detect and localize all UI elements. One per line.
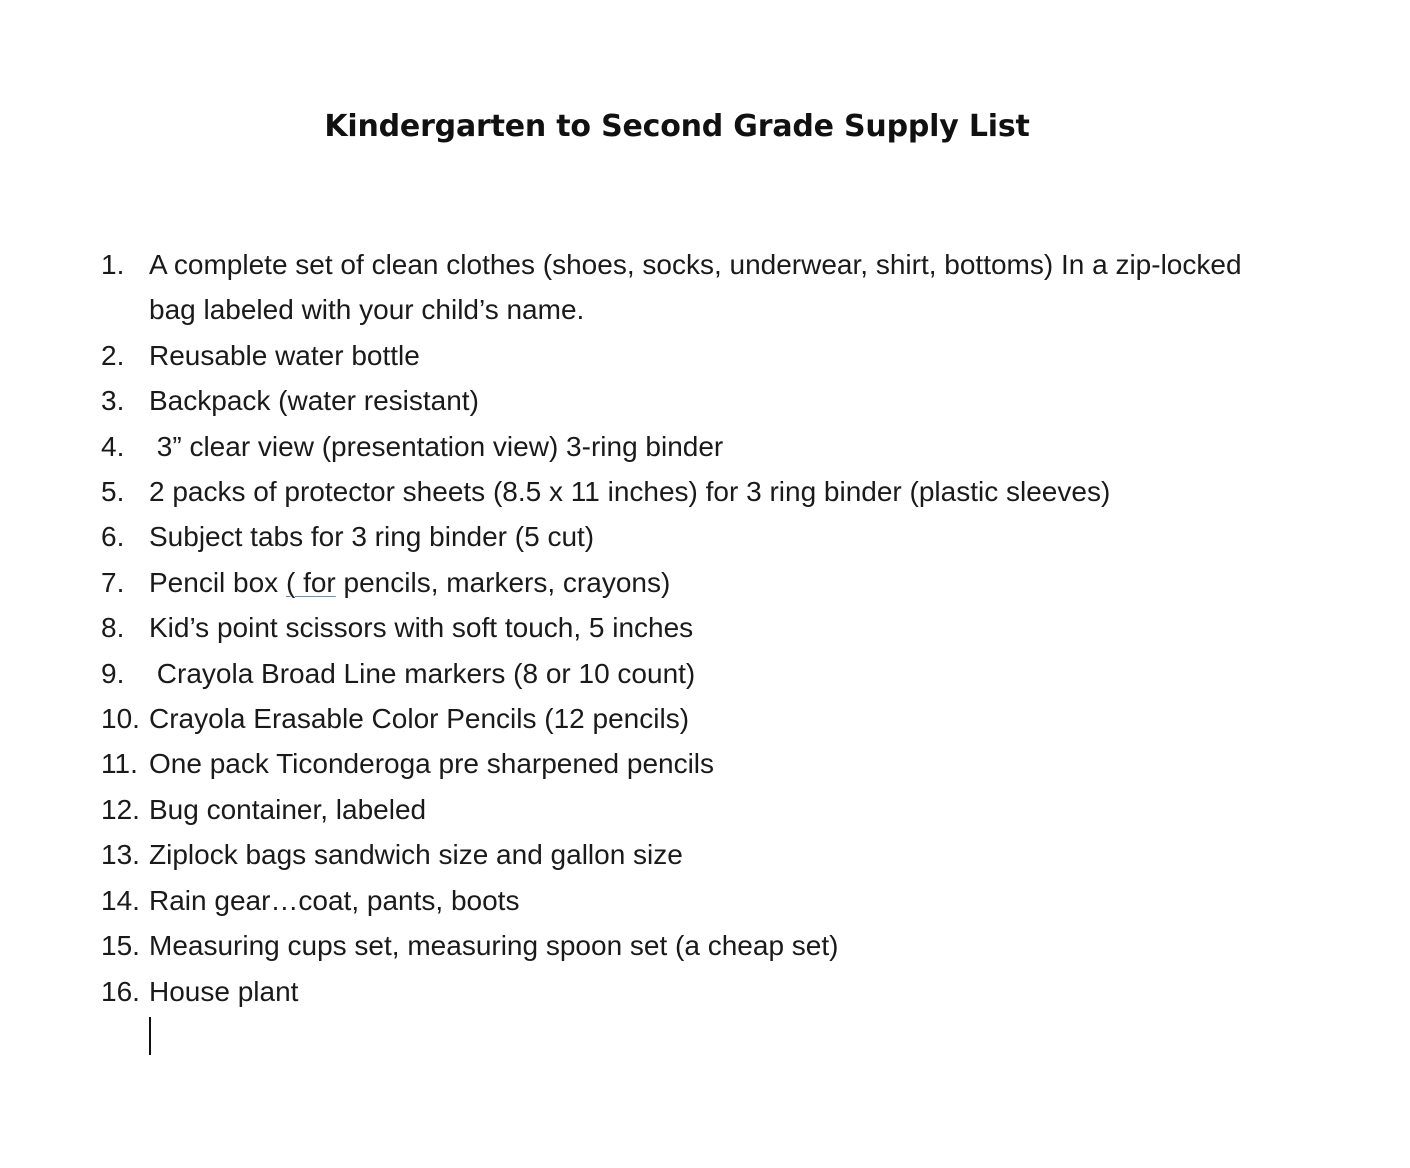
list-item-text: One pack Ticonderoga pre sharpened pencils xyxy=(149,748,715,780)
list-item-text: Reusable water bottle xyxy=(149,339,420,371)
list-item-number: 1. xyxy=(101,249,125,280)
supply-list xyxy=(0,242,1300,1014)
list-item xyxy=(0,651,1300,696)
list-item-text: A complete set of clean clothes (shoes, socks, underwear, shirt, bottoms) In a zip-locked bag labeled with your child’s name. xyxy=(149,249,1250,326)
list-item xyxy=(0,605,1300,650)
list-item-number: 16. xyxy=(101,975,140,1007)
list-item-number: 12. xyxy=(101,793,140,825)
list-item xyxy=(0,560,1300,605)
list-item-text: House plant xyxy=(149,975,299,1007)
list-item-text: Measuring cups set, measuring spoon set (a cheap set) xyxy=(149,930,839,962)
text-cursor xyxy=(149,1017,151,1055)
list-item-text xyxy=(149,560,1289,605)
list-item-text: 2 packs of protector sheets (8.5 x 11 inches) for 3 ring binder (plastic sleeves) xyxy=(149,476,1111,508)
list-item-number: 11. xyxy=(101,748,138,780)
list-item-number: 6. xyxy=(101,521,125,553)
list-item-number: 9. xyxy=(101,657,125,689)
grammar-flagged-text[interactable]: ( for xyxy=(285,566,336,598)
list-item-text: 3” clear view (presentation view) 3-ring binder xyxy=(149,430,724,462)
list-item-text: Subject tabs for 3 ring binder (5 cut) xyxy=(149,521,595,553)
list-item-text-after: pencils, markers, crayons) xyxy=(335,566,671,598)
list-item-text: Ziplock bags sandwich size and gallon size xyxy=(149,839,683,871)
list-item xyxy=(0,514,1300,559)
list-item xyxy=(0,832,1300,877)
list-item xyxy=(0,696,1300,741)
list-item xyxy=(0,242,1300,333)
list-item-number: 10. xyxy=(101,703,140,735)
list-item-number: 5. xyxy=(101,476,125,508)
list-item xyxy=(0,787,1300,832)
list-item xyxy=(0,923,1300,968)
list-item xyxy=(0,378,1300,423)
list-item-number: 8. xyxy=(101,612,125,644)
list-item xyxy=(0,424,1300,469)
list-item-text: Kid’s point scissors with soft touch, 5 inches xyxy=(149,612,694,644)
list-item-number: 4. xyxy=(101,430,125,462)
list-item-text-before: Pencil box xyxy=(149,566,286,598)
list-item-text: Backpack (water resistant) xyxy=(149,385,479,417)
list-item-text: Crayola Erasable Color Pencils (12 pencils) xyxy=(149,703,690,735)
list-item xyxy=(0,741,1300,786)
list-item xyxy=(0,878,1300,923)
list-item-number: 13. xyxy=(101,839,140,871)
list-item-number: 7. xyxy=(101,566,125,598)
list-item-number: 3. xyxy=(101,385,125,417)
list-item-number: 15. xyxy=(101,930,140,962)
list-item xyxy=(0,969,1300,1014)
list-item xyxy=(0,469,1300,514)
list-item xyxy=(0,333,1300,378)
list-item-text: Rain gear…coat, pants, boots xyxy=(149,884,520,916)
document-title: Kindergarten to Second Grade Supply List xyxy=(324,109,1030,144)
list-item-number: 14. xyxy=(101,884,140,916)
list-item-text: Crayola Broad Line markers (8 or 10 count) xyxy=(149,657,696,689)
list-item-text: Bug container, labeled xyxy=(149,793,427,825)
list-item-number: 2. xyxy=(101,339,125,371)
